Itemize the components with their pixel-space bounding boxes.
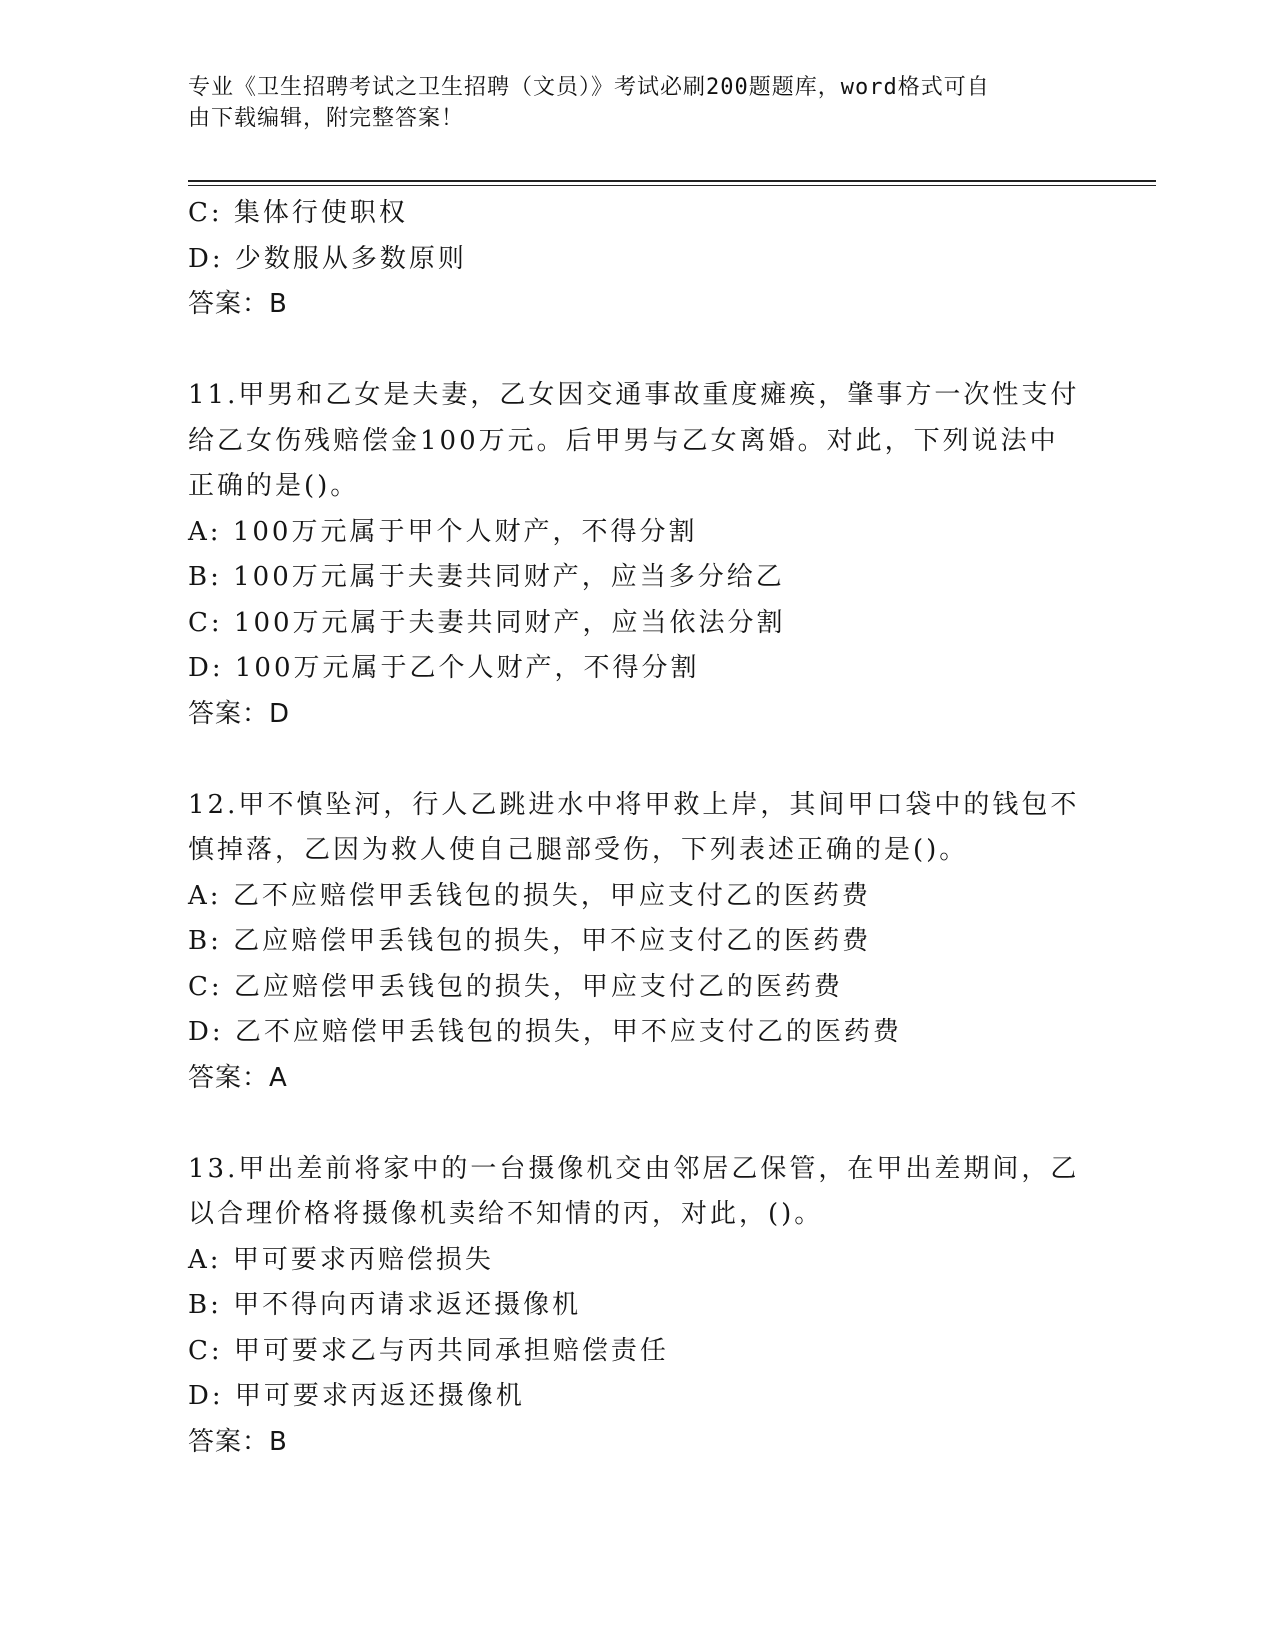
option-text: 100万元属于乙个人财产，不得分割 — [234, 653, 700, 683]
option-line — [188, 191, 1088, 237]
header-line-2: 由下载编辑，附完整答案！ — [188, 106, 465, 131]
question-stem-line: 12.甲不慎坠河，行人乙跳进水中将甲救上岸，其间甲口袋中的钱包不 — [188, 789, 1080, 820]
option-line — [188, 601, 1088, 647]
option-text: 100万元属于甲个人财产，不得分割 — [232, 516, 698, 547]
question-stem-line: 给乙女伤残赔偿金100万元。后甲男与乙女离婚。对此，下列说法中 — [188, 425, 1059, 456]
answer-line: 答案：D — [188, 698, 291, 729]
option-line — [188, 1329, 1088, 1375]
option-line — [188, 1238, 1088, 1284]
option-letter: A: — [188, 516, 222, 547]
option-line — [188, 510, 1088, 556]
option-text: 甲可要求丙赔偿损失 — [232, 1244, 494, 1275]
option-letter: C: — [188, 1335, 223, 1366]
option-line — [188, 965, 1088, 1011]
option-letter: B: — [188, 562, 222, 592]
option-line — [188, 919, 1088, 965]
spacer — [188, 328, 1088, 374]
option-letter: D: — [188, 243, 224, 274]
question-13 — [188, 1147, 1088, 1466]
option-text: 甲不得向丙请求返还摄像机 — [233, 1290, 582, 1320]
option-letter: D: — [188, 1381, 224, 1411]
question-stem-line: 11.甲男和乙女是夫妻，乙女因交通事故重度瘫痪，肇事方一次性支付 — [188, 380, 1080, 410]
question-content — [188, 191, 1088, 1465]
option-letter: D: — [188, 1017, 224, 1047]
option-text: 乙应赔偿甲丢钱包的损失，甲应支付乙的医药费 — [233, 971, 843, 1002]
question-stem-line: 慎掉落，乙因为救人使自己腿部受伤，下列表述正确的是()。 — [188, 835, 969, 865]
option-line — [188, 646, 1088, 692]
option-letter: A: — [188, 1244, 222, 1275]
question-stem-line: 13.甲出差前将家中的一台摄像机交由邻居乙保管，在甲出差期间，乙 — [188, 1153, 1080, 1184]
option-line — [188, 555, 1088, 601]
option-line — [188, 1374, 1088, 1420]
carryover-block — [188, 191, 1088, 328]
option-text: 乙应赔偿甲丢钱包的损失，甲不应支付乙的医药费 — [233, 926, 872, 956]
option-letter: C: — [188, 971, 223, 1002]
option-line — [188, 874, 1088, 920]
option-letter: D: — [188, 653, 224, 683]
option-text: 甲可要求丙返还摄像机 — [234, 1381, 525, 1411]
header-divider-thin — [188, 185, 1156, 186]
option-text: 100万元属于夫妻共同财产，应当多分给乙 — [233, 562, 785, 592]
option-text: 乙不应赔偿甲丢钱包的损失，甲不应支付乙的医药费 — [234, 1017, 902, 1047]
answer-line: 答案：B — [188, 289, 288, 319]
option-text: 集体行使职权 — [233, 198, 408, 228]
option-text: 甲可要求乙与丙共同承担赔偿责任 — [233, 1335, 669, 1366]
header-line-1: 专业《卫生招聘考试之卫生招聘（文员）》考试必刷200题题库，word格式可自 — [188, 75, 990, 100]
question-stem-line: 以合理价格将摄像机卖给不知情的丙，对此，()。 — [188, 1199, 824, 1229]
option-line — [188, 1010, 1088, 1056]
question-11 — [188, 373, 1088, 737]
spacer — [188, 737, 1088, 783]
option-text: 100万元属于夫妻共同财产，应当依法分割 — [233, 607, 786, 638]
header-divider-thick — [188, 180, 1156, 182]
option-line — [188, 237, 1088, 283]
spacer — [188, 1101, 1088, 1147]
question-stem-line: 正确的是()。 — [188, 471, 360, 501]
option-line — [188, 1283, 1088, 1329]
question-12 — [188, 783, 1088, 1102]
option-letter: B: — [188, 926, 222, 956]
answer-line: 答案：A — [188, 1062, 288, 1093]
option-letter: C: — [188, 607, 223, 638]
option-letter: A: — [188, 880, 222, 911]
page-header — [188, 72, 1068, 134]
option-letter: C: — [188, 198, 223, 228]
option-text: 少数服从多数原则 — [234, 243, 467, 274]
answer-line: 答案：B — [188, 1426, 288, 1457]
option-letter: B: — [188, 1290, 222, 1320]
option-text: 乙不应赔偿甲丢钱包的损失，甲应支付乙的医药费 — [232, 880, 871, 911]
